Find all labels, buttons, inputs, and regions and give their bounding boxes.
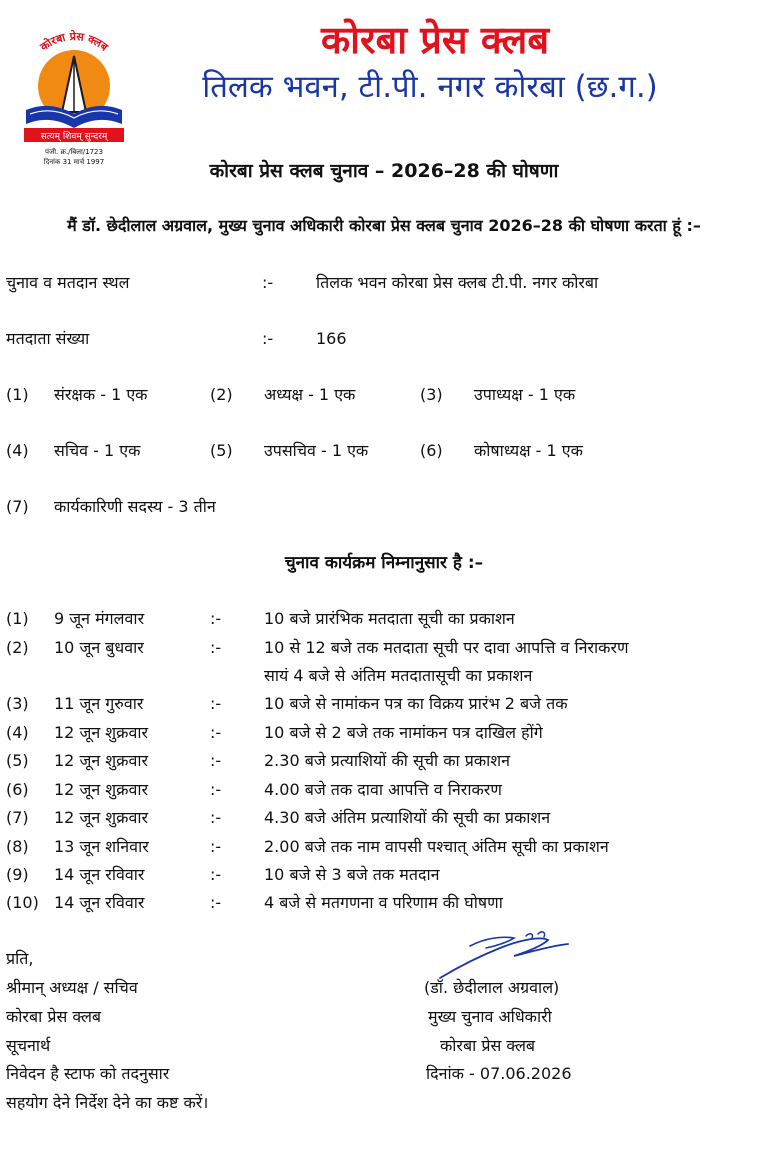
recipient-line: प्रति, [6,949,34,968]
schedule-row [0,748,768,776]
logo-date: दिनांक 31 मार्च 1997 [43,158,105,166]
signatory-designation: मुख्य चुनाव अधिकारी [428,1007,552,1026]
schedule-sep: :- [210,808,222,827]
schedule-date: 12 जून शुक्रवार [54,780,149,799]
schedule-date: 12 जून शुक्रवार [54,723,149,742]
schedule-row [0,805,768,833]
schedule-event: 2.00 बजे तक नाम वापसी पश्चात् अंतिम सूची का प्रकाशन [264,837,609,856]
post-number: (4) [6,441,29,460]
schedule-event: 10 बजे से नामांकन पत्र का विक्रय प्रारंभ 2 बजे तक [264,694,568,713]
schedule-title: चुनाव कार्यक्रम निम्नानुसार है :– [284,553,484,573]
schedule-number: (2) [6,638,29,657]
signatory-name: (डॉ. छेदीलाल अग्रवाल) [424,978,560,997]
schedule-date: 10 जून बुधवार [54,638,144,657]
schedule-row [0,635,768,663]
info-venue-value: तिलक भवन कोरबा प्रेस क्लब टी.पी. नगर कोरबा [316,273,599,292]
post-name: कोषाध्यक्ष - 1 एक [474,441,583,460]
schedule-row [0,890,768,918]
signatory-date: दिनांक - 07.06.2026 [426,1064,572,1083]
club-name: कोरबा प्रेस क्लब [320,18,550,62]
info-voters-label: मतदाता संख्या [6,329,90,348]
schedule-number: (6) [6,780,29,799]
schedule-row-continued [0,663,768,691]
post-name: सचिव - 1 एक [54,441,141,460]
recipient-line: श्रीमान् अध्यक्ष / सचिव [6,978,138,997]
post-name: संरक्षक - 1 एक [54,385,148,404]
info-venue-label: चुनाव व मतदान स्थल [6,273,130,292]
schedule-event: 4.30 बजे अंतिम प्रत्याशियों की सूची का प्रकाशन [264,808,551,827]
schedule-number: (3) [6,694,29,713]
schedule-event: 2.30 बजे प्रत्याशियों की सूची का प्रकाशन [264,751,511,770]
post-number: (6) [420,441,443,460]
schedule-date: 12 जून शुक्रवार [54,808,149,827]
schedule-row [0,720,768,748]
schedule-sep: :- [210,751,222,770]
schedule-sep: :- [210,893,222,912]
schedule-sep: :- [210,837,222,856]
schedule-number: (5) [6,751,29,770]
schedule-date: 11 जून गुरुवार [54,694,144,713]
schedule-row [0,691,768,719]
schedule-sep: :- [210,609,222,628]
schedule-date: 13 जून शनिवार [54,837,149,856]
logo-arc-text: कोरबा प्रेस क्लब [37,29,111,54]
declaration-text: मैं डॉ. छेदीलाल अग्रवाल, मुख्य चुनाव अधिकारी कोरबा प्रेस क्लब चुनाव 2026–28 की घोषणा करता हूं :– [67,216,701,235]
recipient-line: सूचनार्थ [6,1036,51,1055]
logo-motto: सत्यम् शिवम् सुन्दरम् [40,132,108,142]
schedule-event: 10 बजे से 3 बजे तक मतदान [264,865,440,884]
info-voters-sep: :- [262,329,274,348]
schedule-date: 14 जून रविवार [54,865,145,884]
schedule-event: 4 बजे से मतगणना व परिणाम की घोषणा [264,893,503,912]
schedule-sep: :- [210,865,222,884]
schedule-event: 10 बजे से 2 बजे तक नामांकन पत्र दाखिल होंगे [264,723,543,742]
post-number: (2) [210,385,233,404]
post-name: अध्यक्ष - 1 एक [264,385,356,404]
post-name: उपाध्यक्ष - 1 एक [474,385,576,404]
schedule-row [0,834,768,862]
recipient-line: सहयोग देने निर्देश देने का कष्ट करें। [6,1093,209,1112]
schedule-sep: :- [210,780,222,799]
announcement-title: कोरबा प्रेस क्लब चुनाव – 2026–28 की घोषणा [209,160,559,182]
post-name: कार्यकारिणी सदस्य - 3 तीन [54,497,216,516]
recipient-line: कोरबा प्रेस क्लब [6,1007,102,1026]
post-number: (3) [420,385,443,404]
schedule-row [0,777,768,805]
club-address: तिलक भवन, टी.पी. नगर कोरबा (छ.ग.) [202,69,658,105]
info-voters-value: 166 [316,329,347,348]
club-logo [10,14,138,168]
post-number: (5) [210,441,233,460]
schedule-row [0,862,768,890]
schedule-event: 10 से 12 बजे तक मतदाता सूची पर दावा आपत्ति व निराकरण [264,638,629,657]
post-name: उपसचिव - 1 एक [264,441,369,460]
schedule-sep: :- [210,638,222,657]
post-number: (7) [6,497,29,516]
schedule-number: (4) [6,723,29,742]
schedule-number: (10) [6,893,39,912]
post-number: (1) [6,385,29,404]
schedule-row [0,606,768,634]
schedule-event: सायं 4 बजे से अंतिम मतदातासूची का प्रकाशन [264,666,533,685]
schedule-sep: :- [210,723,222,742]
club-logo-graphic [10,14,138,168]
schedule-number: (7) [6,808,29,827]
schedule-date: 14 जून रविवार [54,893,145,912]
info-venue-sep: :- [262,273,274,292]
schedule-date: 9 जून मंगलवार [54,609,145,628]
recipient-line: निवेदन है स्टाफ को तदनुसार [6,1064,170,1083]
schedule-number: (8) [6,837,29,856]
schedule-event: 10 बजे प्रारंभिक मतदाता सूची का प्रकाशन [264,609,515,628]
schedule-number: (9) [6,865,29,884]
logo-registration: पंजी. क्र./बिला/1723 [45,148,103,156]
schedule-number: (1) [6,609,29,628]
schedule-event: 4.00 बजे तक दावा आपत्ति व निराकरण [264,780,502,799]
schedule-sep: :- [210,694,222,713]
schedule-date: 12 जून शुक्रवार [54,751,149,770]
signatory-org: कोरबा प्रेस क्लब [440,1036,536,1055]
